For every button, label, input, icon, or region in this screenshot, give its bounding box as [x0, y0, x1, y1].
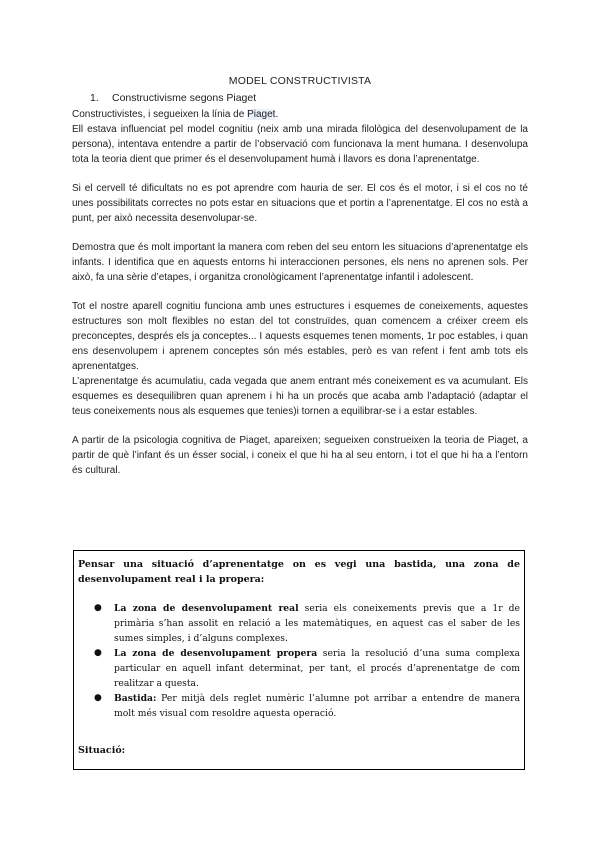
list-item-text: seria la resolució d’una suma complexa particular en aquell infant determinat, per tant, el procés d’aprenentatge de com realitzar a questa. — [114, 648, 520, 689]
document-title: MODEL CONSTRUCTIVISTA — [228, 75, 372, 87]
activity-box — [73, 550, 525, 770]
document-body — [72, 74, 528, 478]
list-item-term: La zona de desenvolupament real — [114, 603, 299, 614]
paragraph-4: Demostra que és molt important la manera com reben del seu entorn les situacions d’aprenentatge els infants. I identifica que en aquests entorns hi interaccionen persones, els nens no aprenen sols. Per això, fa una sèrie d’etapes, i organitza cronològicament l’aprenentatge infantil i adolescent. — [72, 242, 528, 283]
paragraph-2: Ell estava influenciat pel model cognitiu (neix amb una mirada filològica del desenvolupament de la persona), intentava entendre a partir de l’observació com funcionava la ment humana. I desenvolupa tota la teoria dient que primer és el desenvolupament humà i llavors es dona l’aprenentatge. — [72, 124, 528, 165]
paragraph-1: Constructivistes, i segueixen la línia de Piaget. — [72, 109, 279, 120]
list-item-text: seria els coneixements previs que a 1r de primària s’han assolit en relació a les matemàtiques, en aquest cas el saber de les sumes simples, i d’alguns complexes. — [114, 603, 520, 644]
list-item-term: Bastida: — [114, 693, 157, 704]
paragraph-7: A partir de la psicologia cognitiva de Piaget, apareixen; segueixen construeixen la teoria de Piaget, a partir de què l’infant és un ésser social, i coneix el que hi ha al seu entorn, i tot el que hi ha a l’entorn és cultural. — [72, 435, 528, 476]
list-item-term: La zona de desenvolupament propera — [114, 648, 318, 659]
activity-list — [78, 601, 520, 721]
list-item — [94, 646, 520, 691]
paragraph-3: Si el cervell té dificultats no es pot aprendre com hauria de ser. El cos és el motor, i si el cos no té unes possibilitats correctes no pots estar en situacions que et portin a l’aprenentatge. El cos no està a punt, per això necessita desenvolupar-se. — [72, 183, 528, 224]
situation-label: Situació: — [78, 745, 126, 756]
bullet-icon: ● — [94, 603, 102, 613]
highlighted-term: Piaget — [247, 109, 276, 120]
bullet-icon: ● — [94, 693, 102, 703]
list-item — [94, 691, 520, 721]
list-item — [94, 601, 520, 646]
section-heading — [90, 91, 528, 105]
paragraph-6: L’aprenentatge és acumulatiu, cada vegada que anem entrant més coneixement es va acumulant. Els esquemes es desequilibren quan aprenem i hi ha un procés que acaba amb l’adaptació (adaptar el teus coneixements nous als esquemes que tenies)i tornen a equilibrar-se i a estar estables. — [72, 376, 528, 417]
bullet-icon: ● — [94, 648, 102, 658]
list-item-text: Per mitjà dels reglet numèric l’alumne pot arribar a entendre de manera molt més visual com resoldre aquesta operació. — [114, 693, 520, 719]
section-heading-text: Constructivisme segons Piaget — [112, 92, 257, 104]
section-number: 1. — [90, 92, 99, 104]
activity-intro: Pensar una situació d’aprenentatge on es vegi una bastida, una zona de desenvolupament real i la propera: — [78, 559, 520, 585]
paragraph-5: Tot el nostre aparell cognitiu funciona amb unes estructures i esquemes de coneixements, aquestes estructures son molt flexibles no estan del tot construïdes, quan comencem a créixer creem els preconceptes, després els ja conceptes... I aquests esquemes tenen moments, 1r poc estables, i quan ens desenvolupem i aprenem conceptes són més estables, però es van refent i fent amb tots els aprenentatges. — [72, 301, 528, 372]
